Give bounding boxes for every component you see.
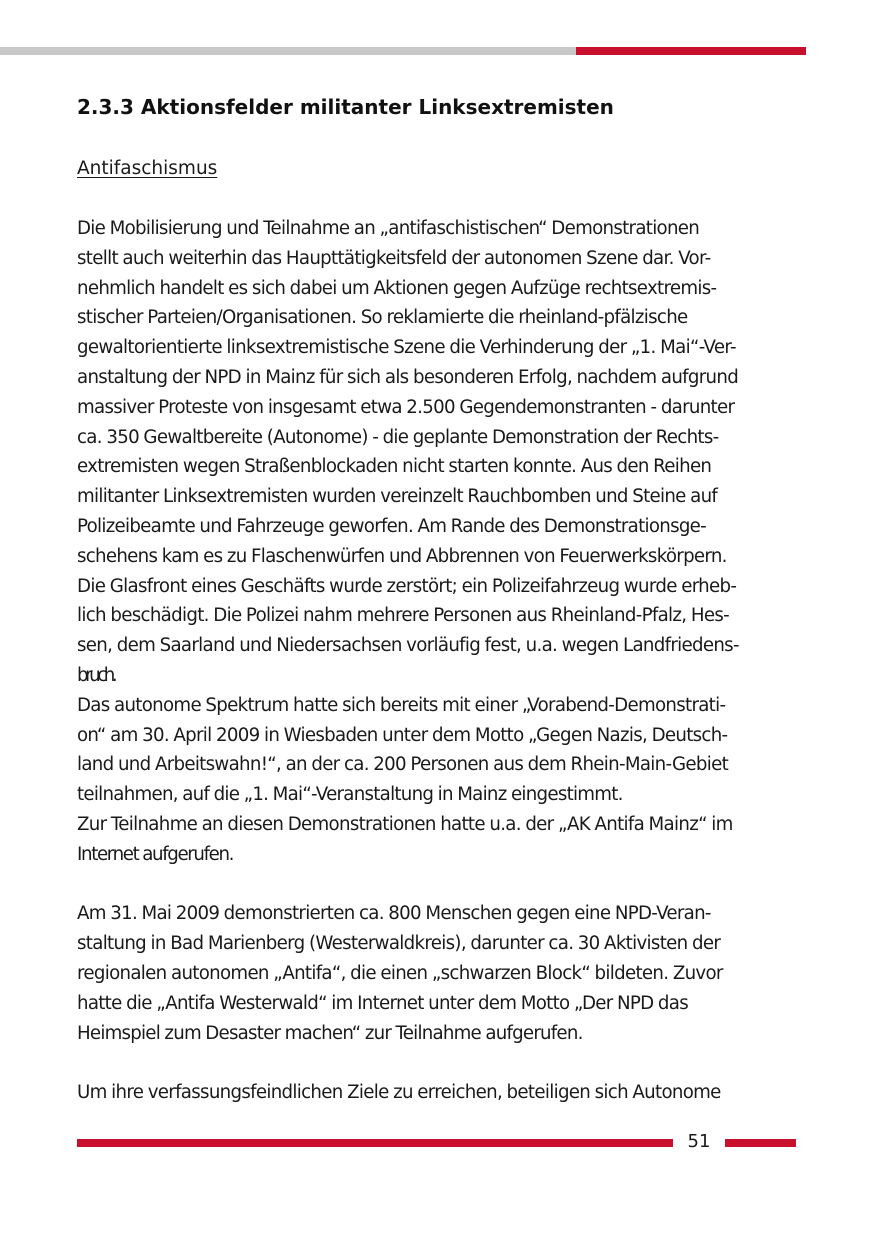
- footer-rule-right: [725, 1139, 796, 1147]
- text-line: Um ihre verfassungsfeindlichen Ziele zu erreichen, beteiligen sich Autonome: [77, 1082, 721, 1104]
- text-line: gewaltorientierte linksextremistische Szene die Verhinderung der „1. Mai“-Ver-: [77, 337, 736, 359]
- text-line: land und Arbeitswahn!“, an der ca. 200 Personen aus dem Rhein-Main-Gebiet: [77, 754, 729, 776]
- text-line: ca. 350 Gewaltbereite (Autonome) - die geplante Demonstration der Rechts-: [77, 426, 719, 448]
- text-line: teilnahmen, auf die „1. Mai“-Veranstaltung in Mainz eingestimmt.: [77, 784, 623, 806]
- text-line: Internet aufgerufen.: [77, 843, 234, 865]
- text-line: stischer Parteien/Organisationen. So reklamierte die rheinland-pfälzische: [77, 307, 688, 329]
- text-line: regionalen autonomen „Antifa“, die einen „schwarzen Block“ bildeten. Zuvor: [77, 962, 723, 984]
- page-number: 51: [687, 1131, 711, 1152]
- body-text: [77, 214, 817, 1108]
- text-line: Das autonome Spektrum hatte sich bereits mit einer „Vorabend-Demonstrati-: [77, 694, 726, 716]
- text-line: nehmlich handelt es sich dabei um Aktionen gegen Aufzüge rechtsextremis-: [77, 277, 717, 299]
- header-rule-gray: [0, 47, 576, 55]
- section-heading: 2.3.3 Aktionsfelder militanter Linksextremisten: [77, 95, 614, 119]
- text-line: massiver Proteste von insgesamt etwa 2.500 Gegendemonstranten - darunter: [77, 396, 735, 418]
- text-line: stellt auch weiterhin das Haupttätigkeitsfeld der autonomen Szene dar. Vor-: [77, 247, 711, 269]
- text-line: extremisten wegen Straßenblockaden nicht starten konnte. Aus den Reihen: [77, 456, 712, 478]
- header-rule-red: [576, 47, 806, 55]
- text-line: Die Mobilisierung und Teilnahme an „antifaschistischen“ Demonstrationen: [77, 218, 700, 239]
- text-line: militanter Linksextremisten wurden vereinzelt Rauchbomben und Steine auf: [77, 486, 718, 508]
- text-line: hatte die „Antifa Westerwald“ im Internet unter dem Motto „Der NPD das: [77, 992, 688, 1014]
- paragraph-gap: [77, 870, 817, 900]
- text-line: Heimspiel zum Desaster machen“ zur Teilnahme aufgerufen.: [77, 1022, 583, 1044]
- subheading: Antifaschismus: [77, 158, 218, 179]
- text-line: sen, dem Saarland und Niedersachsen vorläufig fest, u.a. wegen Landfriedens-: [77, 635, 739, 657]
- text-line: lich beschädigt. Die Polizei nahm mehrere Personen aus Rheinland-Pfalz, Hes-: [77, 605, 730, 627]
- paragraph: [77, 1078, 817, 1108]
- paragraph: [77, 214, 817, 870]
- text-line: anstaltung der NPD in Mainz für sich als besonderen Erfolg, nachdem aufgrund: [77, 366, 739, 388]
- paragraph: [77, 899, 817, 1048]
- text-line: on“ am 30. April 2009 in Wiesbaden unter dem Motto „Gegen Nazis, Deutsch-: [77, 724, 728, 746]
- paragraph-gap: [77, 1048, 817, 1078]
- text-line: Am 31. Mai 2009 demonstrierten ca. 800 Menschen gegen eine NPD-Veran-: [77, 903, 711, 925]
- text-line: Polizeibeamte und Fahrzeuge geworfen. Am Rande des Demonstrationsge-: [77, 515, 706, 537]
- text-line: Die Glasfront eines Geschäfts wurde zerstört; ein Polizeifahrzeug wurde erheb-: [77, 575, 737, 597]
- text-line: staltung in Bad Marienberg (Westerwaldkreis), darunter ca. 30 Aktivisten der: [77, 933, 721, 955]
- footer-rule-left: [77, 1139, 673, 1147]
- text-line: schehens kam es zu Flaschenwürfen und Abbrennen von Feuerwerkskörpern.: [77, 545, 727, 567]
- text-line: Zur Teilnahme an diesen Demonstrationen hatte u.a. der „AK Antifa Mainz“ im: [77, 813, 733, 835]
- text-line: bruch.: [77, 664, 115, 686]
